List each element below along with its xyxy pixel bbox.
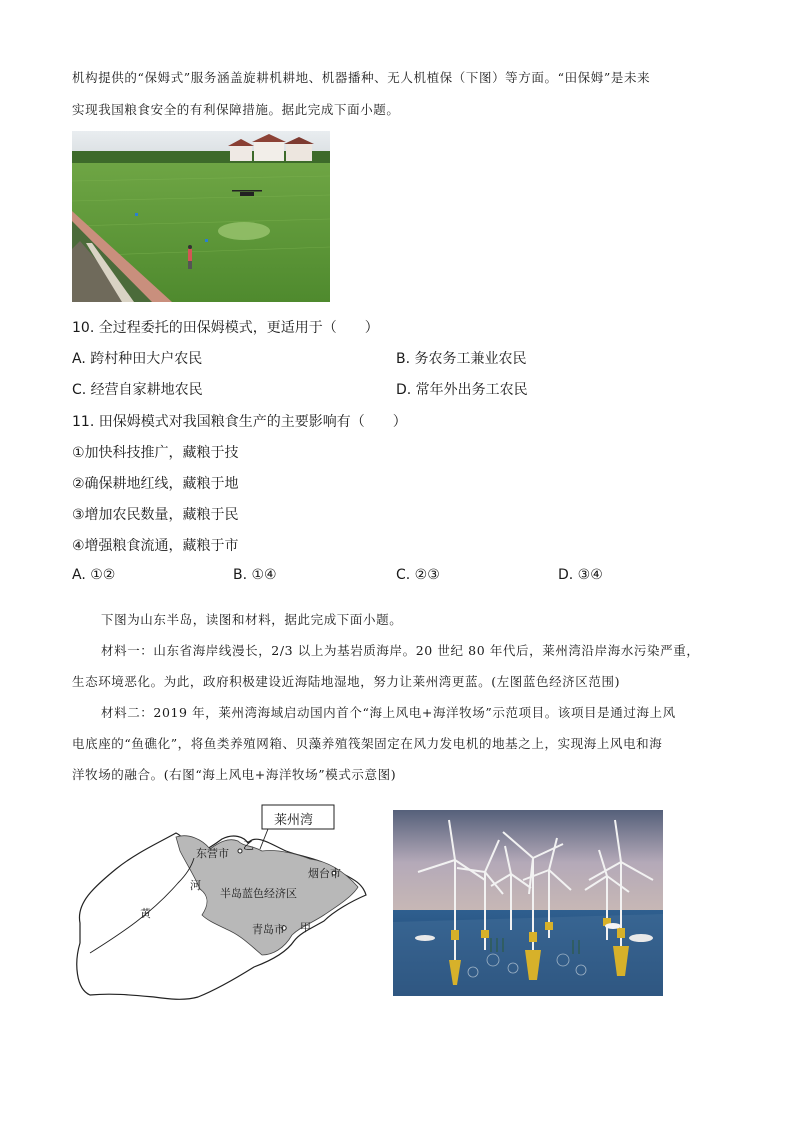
q11-statement-2: ②确保耕地红线，藏粮于地	[72, 476, 239, 492]
map-label-he: 河	[190, 879, 201, 892]
map-label-huang: 黄	[140, 907, 151, 920]
q10-option-c[interactable]: C. 经营自家耕地农民	[72, 382, 203, 398]
material-2-line-1: 材料二：2019 年，莱州湾海域启动国内首个“海上风电+海洋牧场”示范项目。该项目是通过海上风	[101, 705, 676, 720]
map-label-jia: 甲	[300, 921, 311, 934]
shandong-peninsula-map	[72, 803, 372, 1006]
map-label-zone: 半岛蓝色经济区	[220, 887, 297, 900]
wind-farm-marine-ranch-illustration	[393, 810, 663, 996]
q11-statement-4: ④增强粮食流通，藏粮于市	[72, 538, 239, 554]
map-label-qingdao: 青岛市	[252, 923, 285, 936]
q10-option-d[interactable]: D. 常年外出务工农民	[396, 382, 528, 398]
q11-option-d[interactable]: D. ③④	[558, 567, 603, 583]
drone-field-photo	[72, 131, 330, 302]
material-1-line-1: 材料一：山东省海岸线漫长，2/3 以上为基岩质海岸。20 世纪 80 年代后，莱州湾沿岸海水污染严重，	[101, 643, 700, 658]
map-box-label: 莱州湾	[274, 813, 314, 828]
q11-stem: 11. 田保姆模式对我国粮食生产的主要影响有（ ）	[72, 414, 407, 430]
map-label-yantai: 烟台市	[308, 867, 341, 880]
map-label-yi: 乙	[243, 839, 254, 852]
q11-option-b[interactable]: B. ①④	[233, 567, 277, 583]
q10-stem: 10. 全过程委托的田保姆模式，更适用于（ ）	[72, 320, 379, 336]
passage-intro: 下图为山东半岛，读图和材料，据此完成下面小题。	[101, 612, 403, 627]
intro-line-1: 机构提供的“保姆式”服务涵盖旋耕机耕地、机器播种、无人机植保（下图）等方面。“田保姆”是未来	[72, 70, 651, 85]
q11-statement-3: ③增加农民数量，藏粮于民	[72, 507, 239, 523]
q11-option-a[interactable]: A. ①②	[72, 567, 116, 583]
map-label-dongying: 东营市	[196, 847, 229, 860]
q10-option-a[interactable]: A. 跨村种田大户农民	[72, 351, 203, 367]
material-1-line-2: 生态环境恶化。为此，政府积极建设近海陆地湿地，努力让莱州湾更蓝。(左图蓝色经济区范围)	[72, 674, 621, 689]
q11-option-c[interactable]: C. ②③	[396, 567, 440, 583]
q11-statement-1: ①加快科技推广，藏粮于技	[72, 445, 239, 461]
material-2-line-2: 电底座的“鱼礁化”，将鱼类养殖网箱、贝藻养殖筏架固定在风力发电机的地基之上，实现海上风电和海	[72, 736, 663, 751]
material-2-line-3: 洋牧场的融合。(右图“海上风电+海洋牧场”模式示意图)	[72, 767, 397, 782]
intro-line-2: 实现我国粮食安全的有利保障措施。据此完成下面小题。	[72, 102, 400, 117]
q10-option-b[interactable]: B. 务农务工兼业农民	[396, 351, 527, 367]
